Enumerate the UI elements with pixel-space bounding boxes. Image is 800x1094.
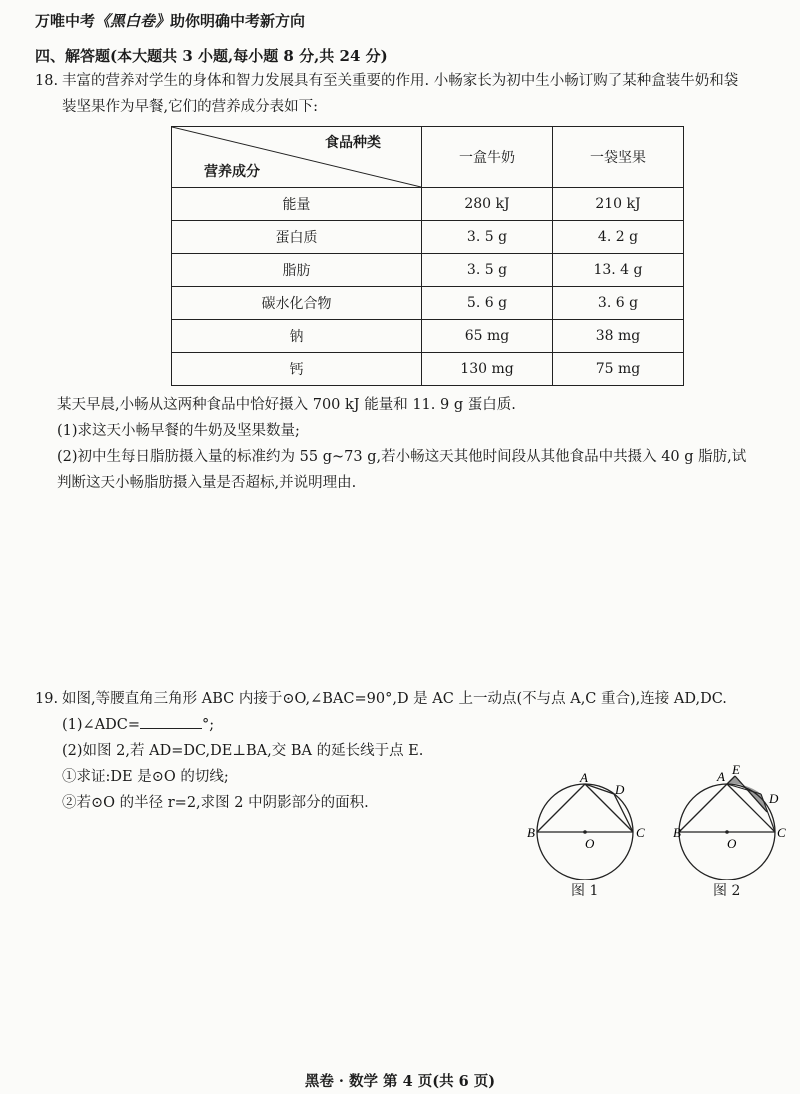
label-a: A <box>717 769 725 784</box>
table-row <box>172 221 684 254</box>
nutrient-name: 蛋白质 <box>172 221 422 254</box>
figure-1 <box>527 770 652 880</box>
nuts-value: 4. 2 g <box>553 221 684 254</box>
milk-value: 280 kJ <box>422 188 553 221</box>
question-number: 18. <box>35 73 59 89</box>
q19-part2: (2)如图 2,若 AD=DC,DE⊥BA,交 BA 的延长线于点 E. <box>62 743 424 759</box>
label-c: C <box>777 825 786 840</box>
page-header <box>35 10 305 31</box>
table-row <box>172 254 684 287</box>
q18-stem-line2: 装坚果作为早餐,它们的营养成分表如下: <box>62 99 318 115</box>
label-b: B <box>527 825 535 840</box>
q19-sub2: ②若⊙O 的半径 r=2,求图 2 中阴影部分的面积. <box>62 795 369 811</box>
column-header-milk: 一盒牛奶 <box>422 127 553 188</box>
q18-part2-line2: 判断这天小畅脂肪摄入量是否超标,并说明理由. <box>57 475 357 491</box>
nutrient-name: 能量 <box>172 188 422 221</box>
label-e: E <box>732 765 740 777</box>
label-o: O <box>727 836 737 851</box>
q18-part1: (1)求这天小畅早餐的牛奶及坚果数量; <box>57 423 300 439</box>
label-d: D <box>615 782 625 797</box>
question-19 <box>35 686 775 816</box>
figure-2 <box>673 765 798 880</box>
milk-value: 65 mg <box>422 320 553 353</box>
page-footer: 黑卷 · 数学 第 4 页(共 6 页) <box>304 1073 496 1090</box>
figure-2-caption: 图 2 <box>713 883 741 899</box>
figure-2-diagram <box>673 765 798 880</box>
label-o: O <box>585 836 595 851</box>
label-a: A <box>580 770 588 785</box>
q19-stem: 如图,等腰直角三角形 ABC 内接于⊙O,∠BAC=90°,D 是 AC 上一动点(不与点 A,C 重合),连接 AD,DC. <box>62 691 727 707</box>
nuts-value: 210 kJ <box>553 188 684 221</box>
milk-value: 3. 5 g <box>422 254 553 287</box>
answer-blank[interactable] <box>140 714 202 729</box>
table-row <box>172 353 684 386</box>
table-row <box>172 188 684 221</box>
nuts-value: 75 mg <box>553 353 684 386</box>
segment-ed <box>735 776 767 812</box>
nutrient-name: 钠 <box>172 320 422 353</box>
label-c: C <box>636 825 645 840</box>
question-18 <box>35 68 775 120</box>
milk-value: 5. 6 g <box>422 287 553 320</box>
question-number: 19. <box>35 691 59 707</box>
label-d: D <box>769 791 779 806</box>
segment-ac <box>585 784 633 832</box>
segment-ab <box>537 784 585 832</box>
nutrient-name: 碳水化合物 <box>172 287 422 320</box>
header-top-label: 食品种类 <box>325 135 381 151</box>
center-point <box>725 830 729 834</box>
column-header-nuts: 一袋坚果 <box>553 127 684 188</box>
nuts-value: 38 mg <box>553 320 684 353</box>
q19-sub1: ①求证:DE 是⊙O 的切线; <box>62 769 229 785</box>
header-suffix: 助你明确中考新方向 <box>170 12 306 30</box>
q18-stem-line1: 丰富的营养对学生的身体和智力发展具有至关重要的作用. 小畅家长为初中生小畅订购了某种盒装牛奶和袋 <box>62 73 739 89</box>
nutrient-name: 钙 <box>172 353 422 386</box>
milk-value: 130 mg <box>422 353 553 386</box>
section-title: 四、解答题(本大题共 3 小题,每小题 8 分,共 24 分) <box>35 47 388 65</box>
figure-1-diagram <box>527 770 652 880</box>
q18-part2-line1: (2)初中生每日脂肪摄入量的标准约为 55 g~73 g,若小畅这天其他时间段从其他食品中共摄入 40 g 脂肪,试 <box>57 449 747 465</box>
q19-part1 <box>35 712 775 738</box>
center-point <box>583 830 587 834</box>
q19-part1-prefix: (1)∠ADC= <box>62 717 141 733</box>
q19-part1-suffix: °; <box>202 717 215 733</box>
figure-1-caption: 图 1 <box>571 883 599 899</box>
q18-condition: 某天早晨,小畅从这两种食品中恰好摄入 700 kJ 能量和 11. 9 g 蛋白质. <box>57 397 516 413</box>
header-bottom-label: 营养成分 <box>204 164 260 180</box>
nuts-value: 13. 4 g <box>553 254 684 287</box>
segment-dc <box>614 794 633 832</box>
nutrient-name: 脂肪 <box>172 254 422 287</box>
nutrition-table <box>171 126 684 386</box>
label-b: B <box>673 825 681 840</box>
table-diagonal-header <box>172 127 422 188</box>
q18-parts <box>57 392 787 496</box>
table-row <box>172 287 684 320</box>
milk-value: 3. 5 g <box>422 221 553 254</box>
table-row <box>172 320 684 353</box>
nuts-value: 3. 6 g <box>553 287 684 320</box>
header-brand: 《黑白卷》 <box>95 12 171 30</box>
header-prefix: 万唯中考 <box>35 12 96 30</box>
